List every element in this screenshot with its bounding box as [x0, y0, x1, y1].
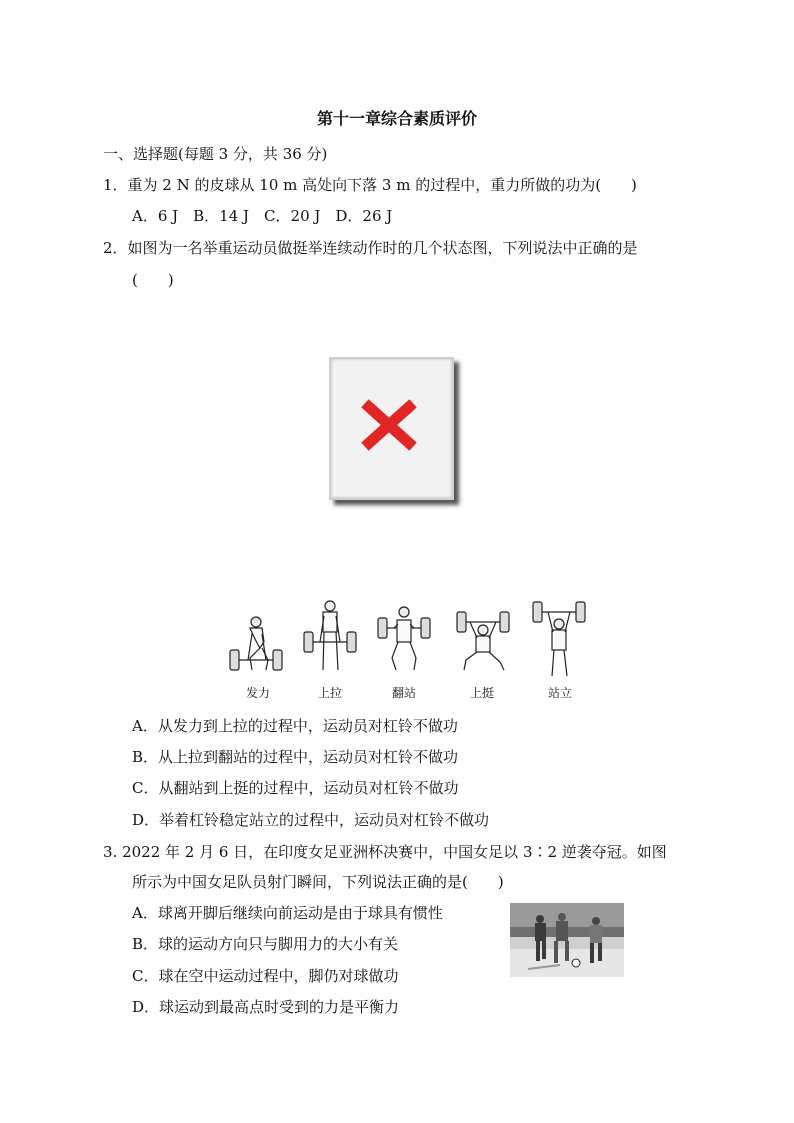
weightlifting-figures [220, 598, 600, 678]
figure-label-shangting: 上挺 [470, 686, 495, 700]
q3-stem-line1: 3. 2022 年 2 月 6 日，在印度女足亚洲杯决赛中，中国女足以 3∶2 逆袭夺冠。如图 [103, 843, 667, 861]
q3-option-a: A．球离开脚后继续向前运动是由于球具有惯性 [132, 904, 443, 922]
q1-stem: 1．重为 2 N 的皮球从 10 m 高处向下落 3 m 的过程中，重力所做的功为( ) [103, 176, 637, 194]
figure-label-fali: 发力 [246, 686, 271, 700]
q2-option-a: A．从发力到上拉的过程中，运动员对杠铃不做功 [132, 717, 458, 735]
q3-option-c: C．球在空中运动过程中，脚仍对球做功 [132, 967, 399, 985]
q2-option-c: C．从翻站到上挺的过程中，运动员对杠铃不做功 [132, 779, 459, 797]
figure-fali [230, 617, 282, 670]
section-heading: 一、选择题(每题 3 分，共 36 分) [103, 145, 328, 163]
soccer-photo [510, 903, 624, 977]
figure-label-shangla: 上拉 [318, 686, 343, 700]
figure-label-fanzhan: 翻站 [392, 686, 417, 700]
q3-stem-line2: 所示为中国女足队员射门瞬间，下列说法正确的是( ) [132, 873, 504, 891]
q2-option-b: B．从上拉到翻站的过程中，运动员对杠铃不做功 [132, 748, 459, 766]
broken-image-icon [359, 397, 419, 453]
broken-image-placeholder [329, 357, 454, 500]
q3-option-b: B．球的运动方向只与脚用力的大小有关 [132, 935, 399, 953]
figure-shangting [457, 612, 509, 670]
figure-zhanli [533, 602, 585, 676]
q2-stem-line1: 2．如图为一名举重运动员做挺举连续动作时的几个状态图，下列说法中正确的是 [103, 239, 638, 257]
q2-stem-line2: ( ) [132, 271, 174, 289]
figure-label-zhanli: 站立 [548, 686, 573, 700]
figure-fanzhan [378, 607, 430, 670]
q2-option-d: D．举着杠铃稳定站立的过程中，运动员对杠铃不做功 [132, 811, 490, 829]
q3-option-d: D．球运动到最高点时受到的力是平衡力 [132, 998, 400, 1016]
page-title: 第十一章综合素质评价 [316, 109, 477, 128]
figure-shangla [304, 601, 356, 670]
q1-options: A．6 J B．14 J C．20 J D．26 J [132, 207, 393, 225]
